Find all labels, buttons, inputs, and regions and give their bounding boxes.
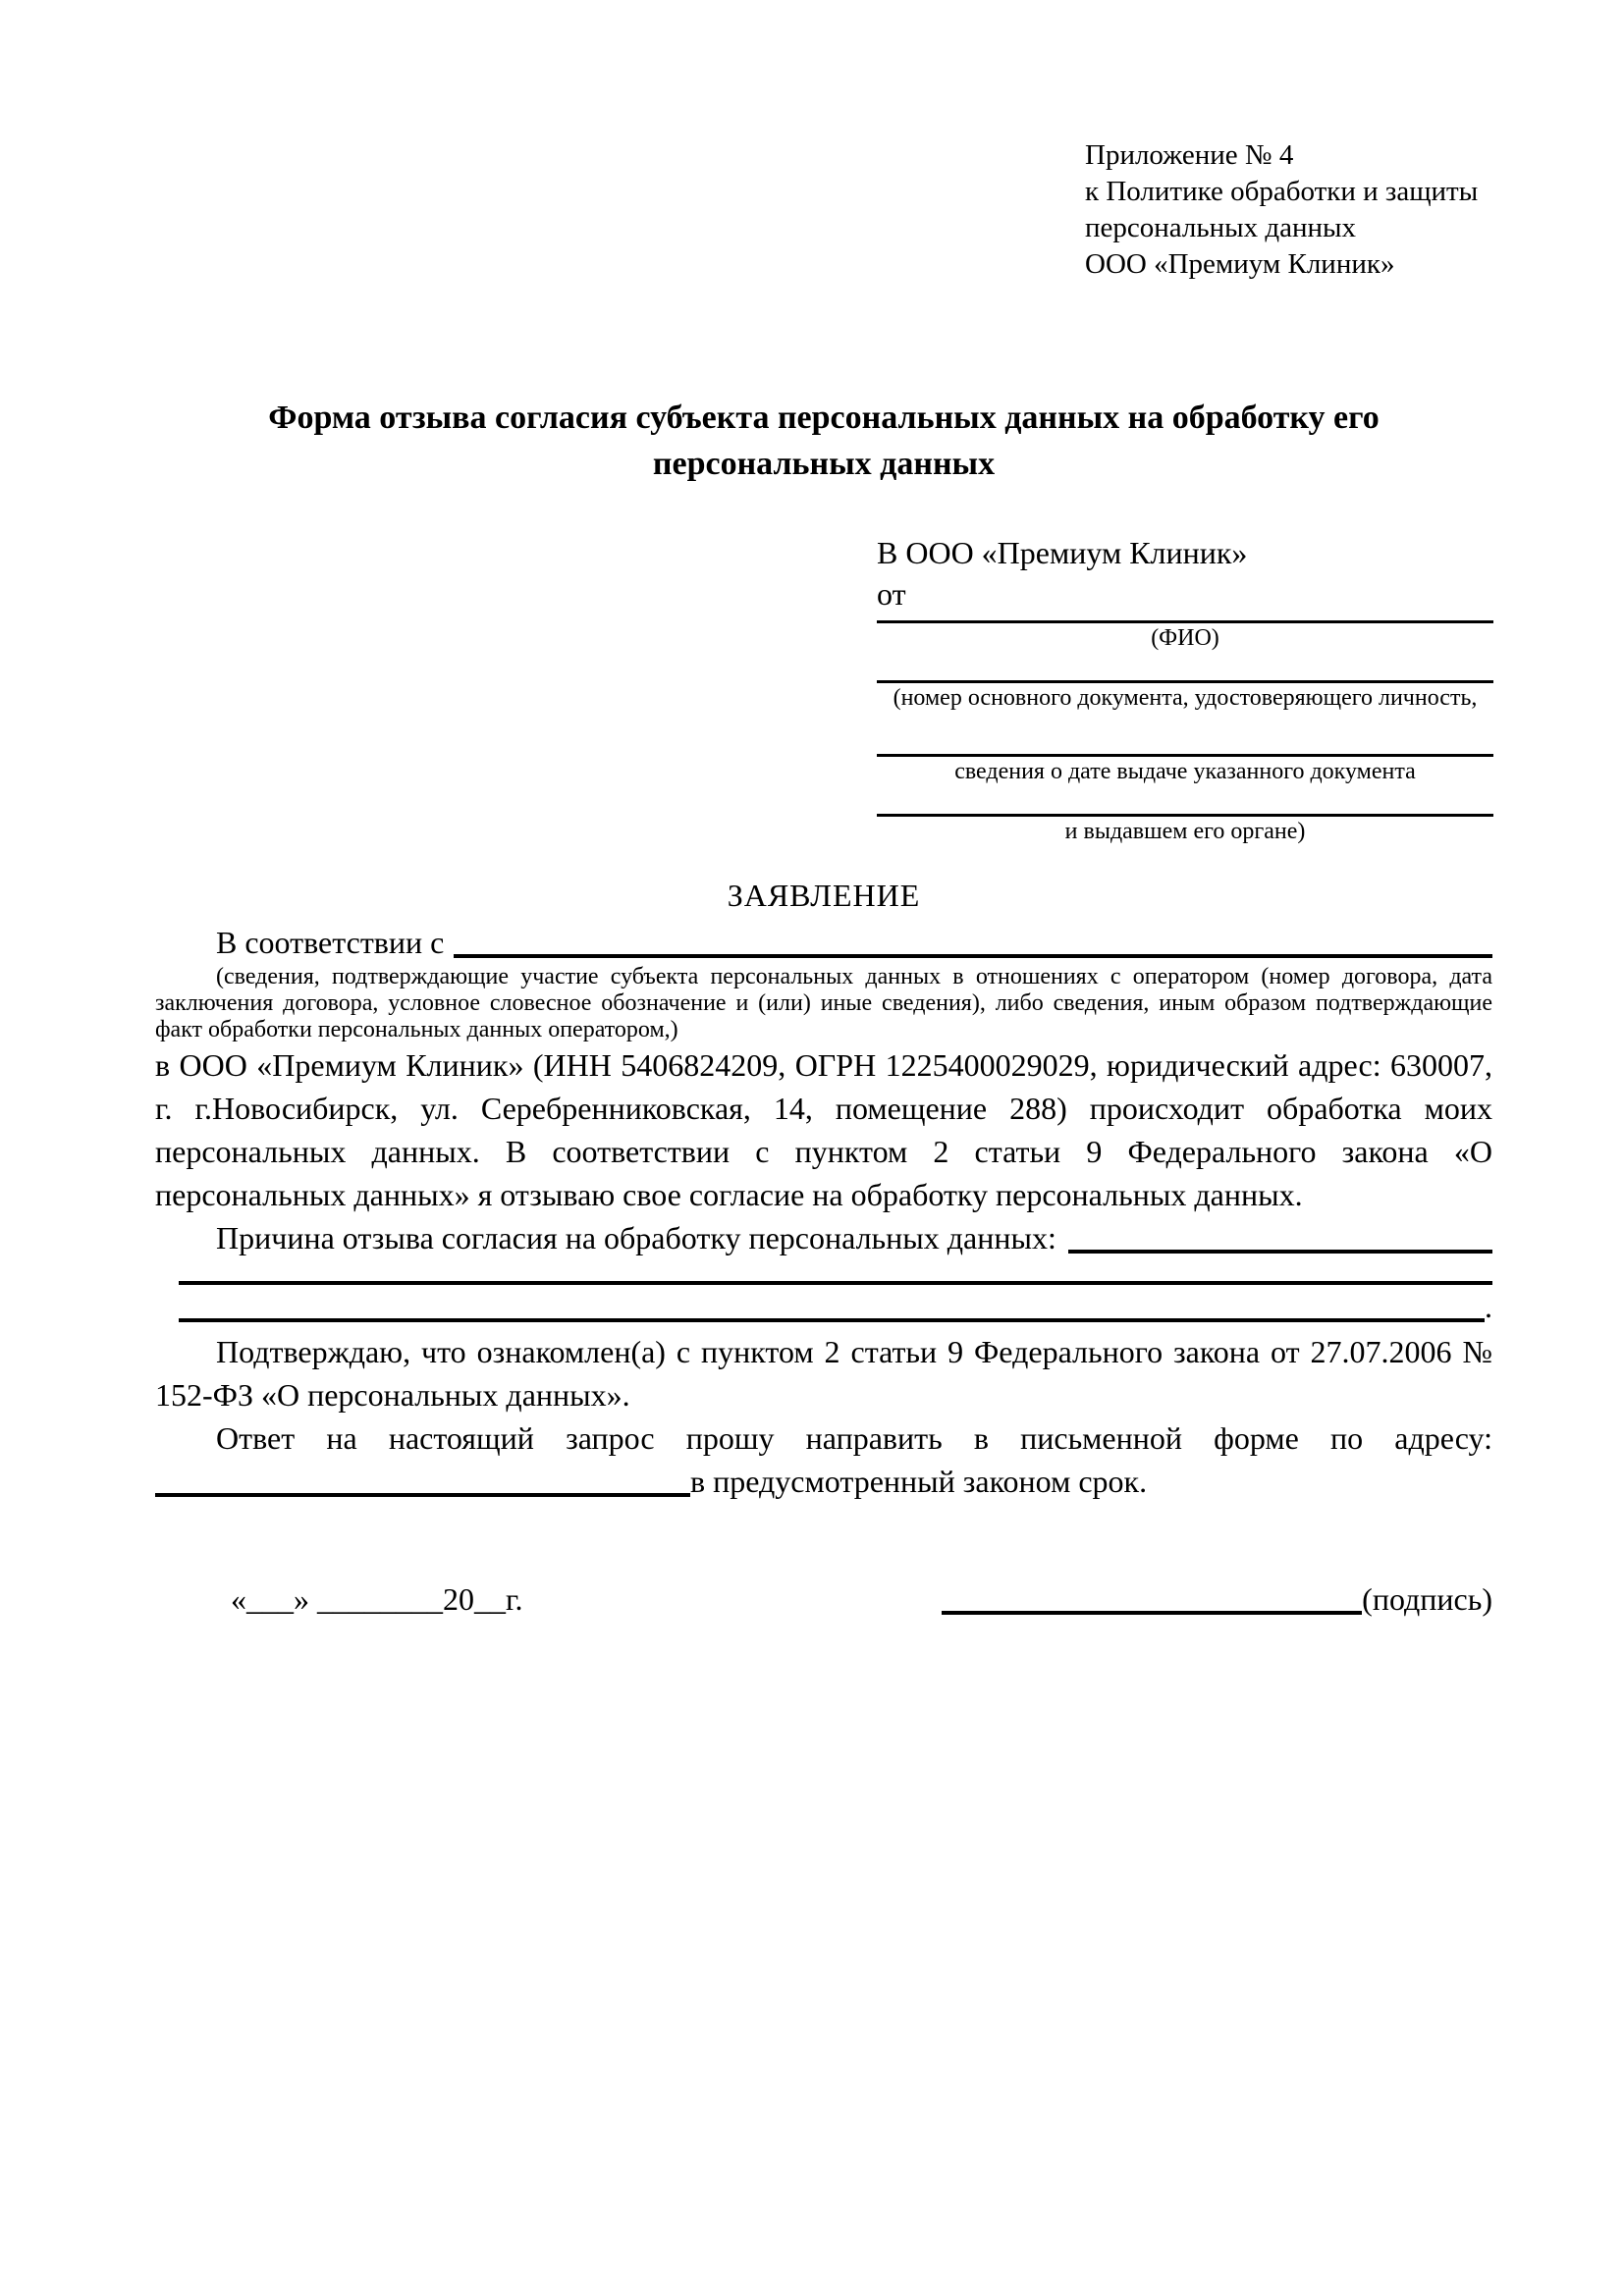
statement-heading: ЗАЯВЛЕНИЕ: [727, 878, 921, 913]
fio-caption: (ФИО): [1151, 625, 1219, 651]
issue-date-blank-line: [877, 713, 1493, 757]
reply-address-blank-line: [155, 1493, 690, 1497]
addressee-to: В ООО «Премиум Клиник»: [877, 535, 1248, 570]
reason-label: Причина отзыва согласия на обработку персональных данных:: [216, 1220, 1056, 1255]
reason-period: .: [1485, 1289, 1492, 1324]
reason-blank-line: [1068, 1250, 1492, 1254]
accordance-footnote: (сведения, подтверждающие участие субъекта персональных данных в отношениях с оператором (номер договора, дата заключения договора, условное словесное обозначение и (или) иные сведения), либо сведения, иным образом подтверждающие факт обработки персональных данных оператором,): [155, 964, 1492, 1042]
addressee-block: [877, 532, 1493, 846]
accordance-blank-line: [454, 954, 1492, 958]
issuing-authority-blank-line: [877, 786, 1493, 817]
date-line: «___» ________20__г.: [231, 1581, 523, 1617]
annex-line: ООО «Премиум Клиник»: [1085, 248, 1395, 280]
issue-date-caption: сведения о дате выдаче указанного документа: [954, 759, 1416, 784]
accordance-label: В соответствии с: [216, 925, 445, 960]
form-title: Форма отзыва согласия субъекта персональных данных на обработку его персональных данных: [268, 400, 1380, 482]
annex-line: персональных данных: [1085, 212, 1357, 243]
reply-tail: в предусмотренный законом срок.: [690, 1464, 1148, 1499]
annex-line: к Политике обработки и защиты: [1085, 176, 1479, 207]
confirm-paragraph: Подтверждаю, что ознакомлен(а) с пунктом 2 статьи 9 Федерального закона от 27.07.2006 № 152-ФЗ «О персональных данных».: [155, 1334, 1492, 1413]
issuing-authority-caption: и выдавшем его органе): [1064, 819, 1306, 844]
date-signature-row: [155, 1577, 1492, 1621]
reason-blank-line-3: [179, 1318, 1485, 1322]
addressee-from-label: от: [877, 576, 906, 612]
fio-blank-line: [877, 614, 1493, 623]
doc-number-blank-line: [877, 653, 1493, 683]
reason-row: [155, 1216, 1492, 1259]
annex-line: Приложение № 4: [1085, 139, 1294, 171]
signature-caption: (подпись): [1362, 1581, 1492, 1617]
annex-block: [1085, 137, 1492, 283]
signature-block: [942, 1577, 1492, 1621]
reply-request-line: Ответ на настоящий запрос прошу направить в письменной форме по адресу:: [216, 1420, 1492, 1456]
doc-number-caption: (номер основного документа, удостоверяющего личность,: [893, 685, 1478, 711]
reason-blank-line-3-row: [179, 1285, 1492, 1328]
accordance-row: [155, 921, 1492, 964]
body-paragraph: в ООО «Премиум Клиник» (ИНН 5406824209, ОГРН 1225400029029, юридический адрес: 630007, г. г.Новосибирск, ул. Серебренниковская, 14, помещение 288) происходит обработка моих персональных данных. В соответствии с пунктом 2 статьи 9 Федерального закона «О персональных данных» я отзываю свое согласие на обработку персональных данных.: [155, 1047, 1492, 1212]
reply-address-row: [155, 1460, 1492, 1503]
signature-blank-line: [942, 1611, 1362, 1615]
